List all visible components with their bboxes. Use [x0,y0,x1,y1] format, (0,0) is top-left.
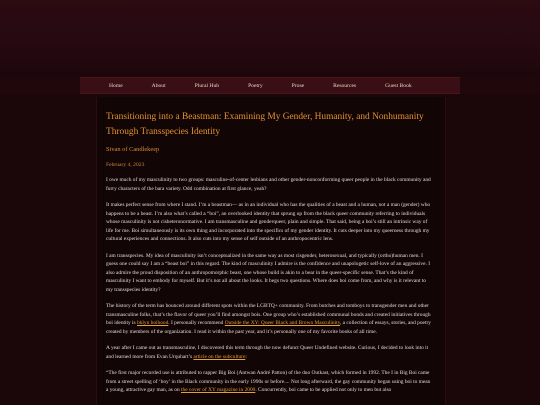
article-body [106,176,431,405]
nav-item-plural-hub[interactable]: Plural Hub [194,82,220,89]
article-date: February 4, 2023 [106,162,145,168]
nav-item-home[interactable]: Home [109,82,123,89]
paragraph-intro [106,176,431,193]
nav-item-prose[interactable]: Prose [291,82,305,89]
nav-item-guest-book[interactable]: Guest Book [385,82,412,89]
paragraph-discovery [106,344,431,361]
paragraph-text: . I personally recommend [168,320,225,326]
paragraph-text: The history of the term has bounced around different spots within the LGBTQ+ community. From butches and tomboys to transgender men and other transmasculine folks, that’s the flavor of queer you’ll find amongst bois. One group who’s established communal bonds and created initiatives through boi identity is [106,303,431,326]
content-panel [96,97,446,405]
nav-item-poetry[interactable]: Poetry [248,82,263,89]
nav-item-about[interactable]: About [151,82,166,89]
link-xy-magazine-cover[interactable]: the cover of XY magazine in 2000 [181,387,256,393]
paragraph-history [106,302,431,336]
paragraph-text: A year after I came out as transmasculine, I discovered this term through the now defunct Queer Undefined website. Curious, I decided to look into it and learned more from Evan Urquhart’s [106,345,429,360]
paragraph-text: . Concurrently, boi came to be applied not only to men but also [255,387,392,393]
site-header-banner [0,0,540,77]
link-subculture-article[interactable]: article on the subculture [193,353,246,360]
paragraph-text: I owe much of my masculinity to two groups: masculine-of-center lesbians and other gender-nonconforming queer people in the black community and furry characters of the bara variety. Odd combination at first glance, yeah? [106,177,431,192]
paragraph-text: I am transspecies. My idea of masculinity isn’t conceptualized in the same way as most cisgender, heterosexual, and typically (ortho)human men. I guess one could say I am a “beast boi” in this regard. The kind of masculinity I admire is the confidence and unapologetic self-love of an aggressive. I also admire the proud disposition of an anthropomorphic beast, one whose build is akin to a bear in the queer-specific sense. That’s the kind of masculinity I want to embody for myself. But it’s not all about the looks. It begs two questions. Where does boi come from, and why is it relevant to my transspecies identity? [106,252,430,293]
link-outside-the-xy[interactable]: Outside the XY: Queer Black and Brown Masculinity [224,320,340,326]
paragraph-text: “The first major recorded use is attributed to rapper Big Boi (Antwan André Patton) of the duo Outkast, which formed in 1992. The I in Big Boi came from a street spelling of ‘boy’ in the Black community in the early 1990s or before.... Not long afterward, the gay community began using boi to mean a young, attractive gay man, as on [106,370,431,393]
paragraph-text: It makes perfect sense from where I stand. I’m a beastman— as in an individual who has the qualities of a beast and a human, not a man (gender) who happens to be a beast. I’m also what’s called a “boi”, an overlooked identity that sprung up from the black queer community referring to individuals whose masculinity is not cisheteronormative. I am transmasculine and genderqueer, plain and simple. That said, being a boi’s still an intrinsic way of life for me. Boi simultaneously is its own thing and incorporated into the specifics of my gender identity. It cuts deeper into my queerness through my cultural experiences and connections. It also cuts into my sense of self outside of an anthropocentric lens. [106,202,431,242]
link-bklyn-boihood[interactable]: bklyn boihood [137,320,169,326]
nav-item-resources[interactable]: Resources [333,82,357,89]
article-author: Sivan of Candlekeep [106,146,160,153]
paragraph-beastman [106,201,431,244]
paragraph-text: : [245,353,247,360]
paragraph-quote [106,369,431,395]
article [97,97,445,405]
main-navigation [80,77,460,94]
paragraph-transspecies [106,252,431,295]
paragraph-text: , a collection of essays, stories, and poetry created by members of the organization. I read it within the past year, and it’s personally one of my favorite books of all time. [106,320,431,335]
article-title: Transitioning into a Beastman: Examining My Gender, Humanity, and Nonhumanity Through Transspecies Identity [106,112,424,137]
